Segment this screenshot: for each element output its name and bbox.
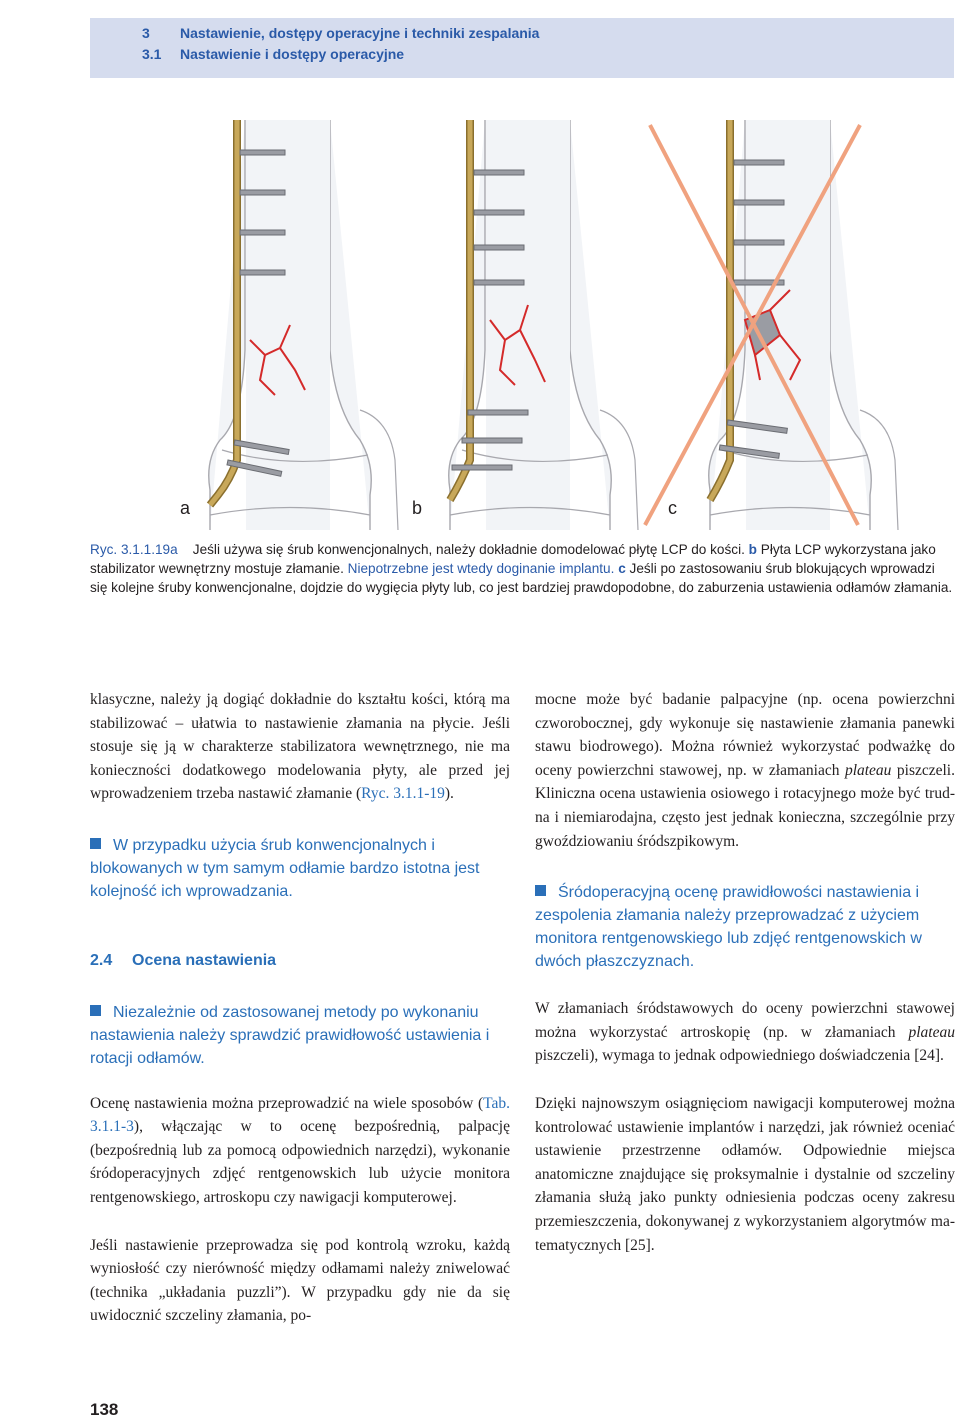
- paragraph: mocne może być badanie palpacyjne (np. ocena powierzchni czworobocznej, gdy wykonuje się nastawienie złamania panewki stawu biodrowego). Można również wykorzystać podważkę do oceny powierzchni stawowej, np. w złamaniach plateau piszczeli. Kliniczna ocena ustawienia osiowego i rotacyjnego może być trudna i niemiarodajna, często jest jednak konieczna, szczególnie przy gwoździowaniu śródszpikowym.: [535, 691, 955, 850]
- key-note: Śródoperacyjną ocenę prawidłowości nastawienia i zespolenia złamania należy przeprowadzać z użyciem monitora rentgenowskiego lub zdjęć rentgenowskich w dwóch płaszczyznach.: [535, 884, 922, 971]
- panel-b-bone: [449, 120, 638, 530]
- paragraph: W złamaniach śródstawowych do oceny powierzchni stawowej można wykorzystać artroskopię (np. w złamaniach plateau piszczeli), wymaga to jednak odpowiedniego doświadczenia [24].: [535, 1000, 955, 1065]
- key-note: W przypadku użycia śrub konwencjonalnych i blokowanych w tym samym odłamie bardzo istotna jest kolejność ich wprowadzania.: [90, 836, 480, 900]
- figure-illustration: [90, 120, 954, 530]
- running-header: [90, 18, 954, 78]
- left-column: [90, 688, 510, 1328]
- bullet-square-icon: [90, 1005, 101, 1016]
- page-number: 138: [90, 1400, 119, 1419]
- section-heading: 3.1 Nastawienie i dostępy operacyjne: [142, 46, 405, 62]
- caption-id: Ryc. 3.1.1.19a: [90, 542, 178, 557]
- paragraph: Jeśli nastawienie przeprowadza się pod kontrolą wzroku, każdą wyniosłość czy nierówność między odłamami należy zniwelować (technika „układania puzzli”). W przypadku gdy nie da się uwidocznić szczeliny złamania, po-: [90, 1236, 510, 1325]
- figure-reference-link[interactable]: Ryc. 3.1.1-19: [361, 785, 445, 803]
- paragraph: klasyczne, należy ją dogiąć dokładnie do kształtu kości, którą ma stabilizować – ułatwia to nastawienie złamania na płycie. Jeśli stosuje się ją w charakterze stabilizatora wewnętrznego, nie ma konieczności dodatkowego modelowania płyty, ale przed jej wprowadzeniem trzeba nastawić złamanie (Ryc. 3.1.1-19).: [90, 691, 510, 803]
- right-column: [535, 688, 955, 1257]
- figure-label-c: c: [668, 498, 677, 518]
- bullet-square-icon: [90, 838, 101, 849]
- paragraph: Ocenę nastawienia można przeprowadzić na wiele sposobów (Tab. 3.1.1-3), włączając w to ocenę bezpośrednią, palpację (bezpośrednią lub za pomocą odpowiednich narzędzi), wykonanie śródoperacyjnych zdjęć rentgenowskich lub użycie monitora rentgenowskiego, artroskopu czy nawigacji komputerowej.: [90, 1094, 510, 1206]
- bullet-square-icon: [535, 885, 546, 896]
- figure-label-b: b: [412, 498, 423, 518]
- figure-label-a: a: [180, 498, 191, 518]
- figure-caption: Ryc. 3.1.1.19a Jeśli używa się śrub konwencjonalnych, należy dokładnie domodelować płytę LCP do kości. b Płyta LCP wykorzystana jako stabilizator wewnętrzny mostuje złamanie. Niepotrzebne jest wtedy doginanie implantu. c Jeśli po zastosowaniu śrub blokujących wprowadzi się kolejne śruby konwencjonalne, dojdzie do wygięcia płyty lub, co jest bardziej prawdopodobne, do zaburzenia ustawienia odłamów złamania.: [90, 542, 953, 595]
- section-title: 2.4 Ocena nastawienia: [90, 951, 277, 969]
- paragraph: Dzięki najnowszym osiągnięciom nawigacji komputerowej można kontrolować ustawienie implantów i narzędzi, jak również oceniać ustawienie przestrzenne odłamów. Odpowiednie miejsca anatomiczne znajdujące się proksymalnie i dystalnie od szczeliny złamania służą jako punkty odniesienia podczas oceny zakresu przemieszczenia, dokonywanej z wykorzystaniem algorytmów matematycznych [25].: [535, 1094, 955, 1254]
- chapter-heading: 3 Nastawienie, dostępy operacyjne i techniki zespalania: [142, 25, 540, 41]
- table-reference-link[interactable]: Tab. 3.1.1-3: [90, 1094, 510, 1136]
- panel-c-bone: [645, 120, 898, 530]
- key-note: Niezależnie od zastosowanej metody po wykonaniu nastawienia należy sprawdzić prawidłowość ustawienia i rotacji odłamów.: [90, 1003, 490, 1067]
- panel-a-bone: [209, 120, 398, 530]
